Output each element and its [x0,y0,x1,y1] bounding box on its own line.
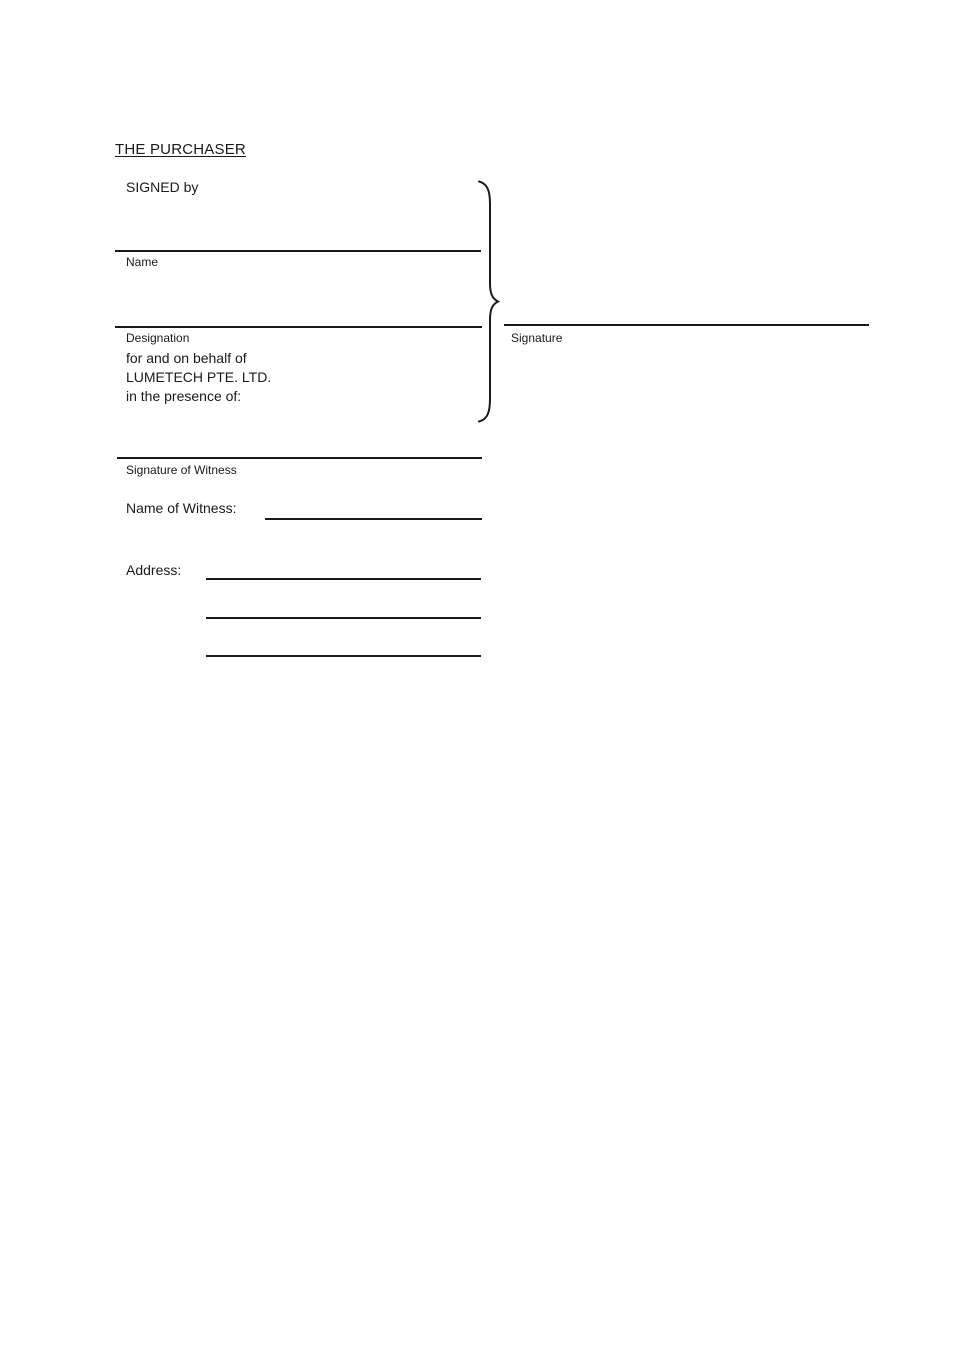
section-heading-the-purchaser: THE PURCHASER [115,141,246,158]
designation-label: Designation [126,331,190,345]
company-name-text: LUMETECH PTE. LTD. [126,369,272,385]
name-label: Name [126,255,159,269]
signature-of-witness-label: Signature of Witness [126,463,237,477]
witness-signature-fill-line [117,457,482,459]
signature-label: Signature [511,331,563,345]
name-of-witness-fill-line [265,518,482,520]
address-fill-line-2 [206,617,481,619]
signature-fill-line [504,324,869,326]
presence-text: in the presence of: [126,388,242,404]
address-label: Address: [126,562,182,578]
curly-brace [476,180,500,423]
name-of-witness-label: Name of Witness: [126,500,237,516]
signed-by-label: SIGNED by [126,179,199,195]
address-fill-line-3 [206,655,481,657]
name-fill-line [115,250,481,252]
on-behalf-text: for and on behalf of [126,350,247,366]
address-fill-line-1 [206,578,481,580]
designation-fill-line [115,326,482,328]
